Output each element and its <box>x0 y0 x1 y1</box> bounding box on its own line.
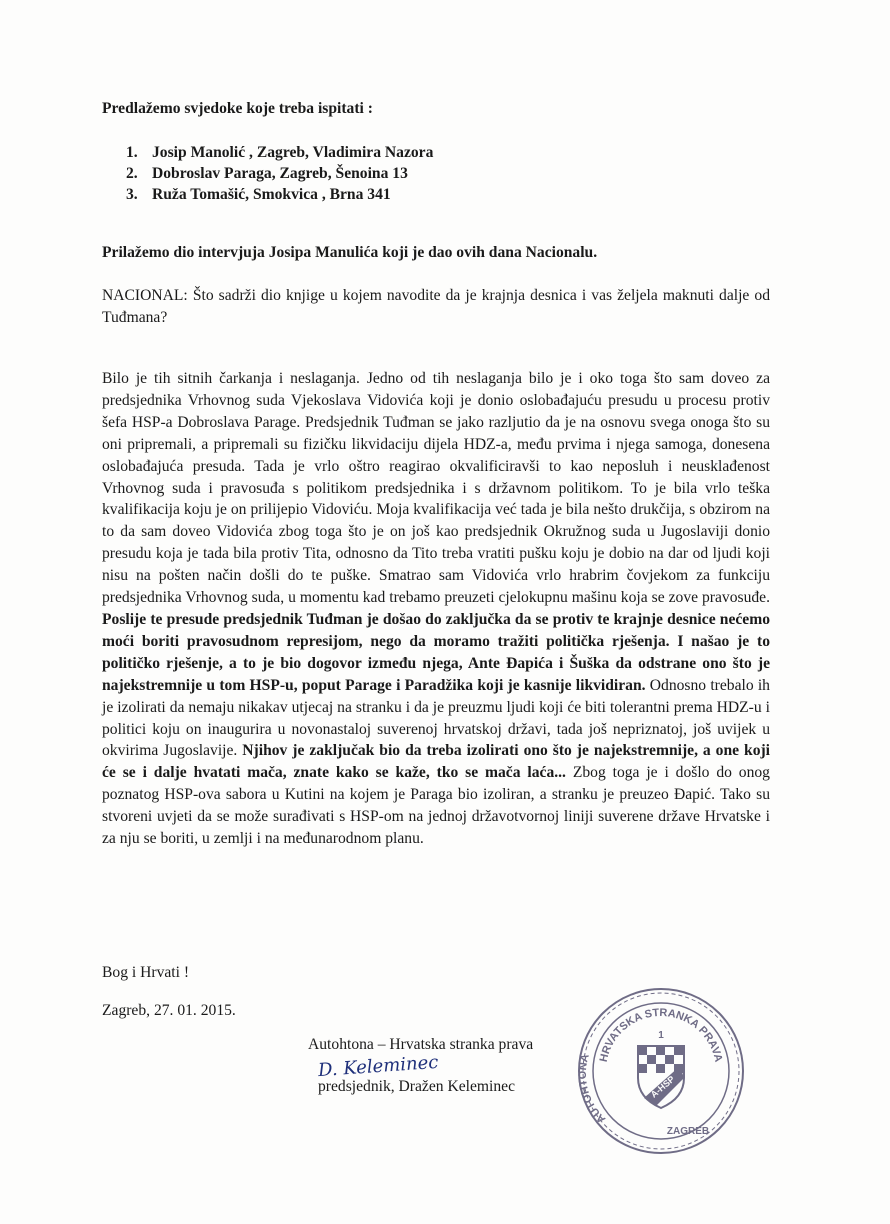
answer-bold-passage: Njihov je zaključak bio da treba izolirati ono što je najekstremnije, a one koji će se i dalje hvatati mača, znate kako se kaže, tko se mača laća... <box>102 742 771 782</box>
witnesses-heading: Predlažemo svjedoke koje treba ispitati : <box>102 100 373 117</box>
signature-organization: Autohtona – Hrvatska stranka prava <box>308 1036 534 1053</box>
stamp-number: 1 <box>658 1030 664 1041</box>
interview-question: NACIONAL: Što sadrži dio knjige u kojem navodite da je krajnja desnica i vas željela maknuti dalje od Tuđmana? <box>102 287 770 326</box>
interview-answer <box>102 368 770 850</box>
interview-heading: Prilažemo dio intervjuja Josipa Manulića koji je dao ovih dana Nacionalu. <box>102 244 598 261</box>
answer-bold-passage: Poslije te presude predsjednik Tuđman je došao do zaključka da se protiv te krajnje desnice nećemo moći boriti pravosudnom represijom, nego da moramo tražiti politička rješenja. I našao je to političko rješenje, a to je bio dogovor između njega, Ante Đapića i Šuška da odstrane ono što je najekstremnije u tom HSP-u, poput Parage i Paradžika koji je kasnije likvidiran. <box>102 610 770 694</box>
party-stamp <box>576 986 746 1156</box>
shield-icon <box>638 1046 684 1108</box>
handwritten-signature: D. Keleminec <box>317 1051 440 1082</box>
stamp-left-text: AUTOHTONA <box>576 1052 609 1126</box>
place-date: Zagreb, 27. 01. 2015. <box>102 1002 236 1019</box>
list-item: 2. Dobroslav Paraga, Zagreb, Šenoina 13 <box>126 165 408 182</box>
stamp-city-text: ZAGREB <box>666 1126 710 1137</box>
answer-paragraph: Bilo je tih sitnih čarkanja i neslaganja. Jedno od tih neslaganja bilo je i oko toga što sam doveo za predsjednika Vrhovnog suda Vjekoslava Vidovića koji je donio oslobađajuću presudu u procesu protiv šefa HSP-a Dobroslava Parage. Predsjednik Tuđman se jako razljutio da je na osnovu svega onoga što su oni pripremali, a pripremali su fizičku likvidaciju dijela HDZ-a, među prvima i njega samoga, donesena oslobađajuća presuda. Tada je vrlo oštro reagirao okvalificiravši to kao neposluh i neusklađenost Vrhovnog suda i pravosuđa s politikom predsjednika i s državnom politikom. To je bila vrlo teška kvalifikacija koju je on prilijepio Vidoviću. Moja kvalifikacija već tada je bila nešto drukčija, s obzirom na to da sam doveo Vidovića zbog toga što je on još kao predsjednik Okružnog suda u Jugoslaviji donio presudu koja je tada bila protiv Tita, odnosno da Tito treba vratiti pušku koju je dobio na dar od ljudi koji nisu na pošten način došli do te puške. Smatrao sam Vidovića vrlo hrabrim čovjekom za funkciju predsjednika Vrhovnog suda, u momentu kad trebamo preuzeti cjelokupnu mašinu koja se zove pravosuđe. <box>102 370 770 607</box>
answer-paragraph: Odnosno trebalo ih je izolirati da nemaju nikakav utjecaj na stranku i da je preuzmu ljudi koji će biti tolerantni prema HDZ-u i politici koju on inaugurira u novonastaloj suverenoj hrvatskoj državi, tada još nepriznatoj, još uvijek u okvirima Jugoslavije. <box>102 676 770 760</box>
signature-role: predsjednik, Dražen Keleminec <box>318 1078 516 1095</box>
closing-salutation: Bog i Hrvati ! <box>102 964 190 981</box>
stamp-logo-text: A-HSP <box>648 1073 677 1100</box>
answer-paragraph: Zbog toga je i došlo do onog poznatog HSP-ova sabora u Kutini na kojem je Paraga bio izoliran, a stranku je preuzeo Đapić. Tako su stvoreni uvjeti da se može surađivati s HSP-om na jednoj državotvornoj liniji suverene države Hrvatske i za nju se boriti, u zemlji i na međunarodnom planu. <box>102 764 770 848</box>
list-item: 3. Ruža Tomašić, Smokvica , Brna 341 <box>126 186 391 203</box>
list-item: 1. Josip Manolić , Zagreb, Vladimira Nazora <box>126 144 434 161</box>
stamp-top-text: HRVATSKA STRANKA PRAVA <box>597 1006 725 1064</box>
witness-list <box>126 142 433 205</box>
